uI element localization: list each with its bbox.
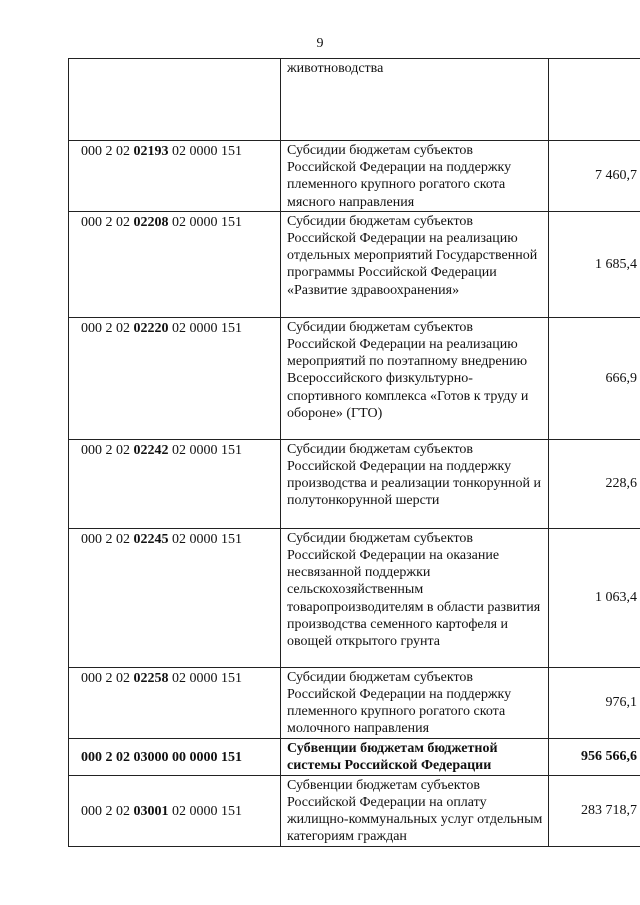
budget-table [68, 58, 640, 847]
row-description: Субвенции бюджетам субъектов Российской Федерации на оплату жилищно-коммунальных услуг отдельным категориям граждан [281, 775, 549, 846]
table-row [69, 211, 640, 317]
code-key: 000 2 02 03000 00 0000 151 [81, 750, 242, 766]
row-description: Субвенции бюджетам бюджетной системы Российской Федерации [281, 738, 549, 775]
row-amount: 7 460,7 [549, 141, 640, 212]
row-amount: 283 718,7 [549, 775, 640, 846]
budget-code [69, 667, 281, 738]
code-suffix: 02 0000 151 [168, 214, 242, 230]
table-row [69, 528, 640, 667]
code-key: 03001 [133, 804, 169, 820]
budget-code [69, 439, 281, 528]
row-description: Субсидии бюджетам субъектов Российской Федерации на поддержку племенного крупного рогатого скота молочного направления [281, 667, 549, 738]
budget-code [69, 317, 281, 439]
code-key: 02208 [133, 214, 169, 230]
budget-code [69, 775, 281, 846]
code-prefix: 000 2 02 [81, 320, 134, 336]
row-amount: 976,1 [549, 667, 640, 738]
code-prefix: 000 2 02 [81, 144, 134, 159]
code-prefix: 000 2 02 [81, 214, 134, 230]
row-amount [549, 59, 640, 141]
code-key: 02245 [133, 531, 169, 547]
budget-code [69, 738, 281, 775]
row-description: Субсидии бюджетам субъектов Российской Федерации на реализацию мероприятий по поэтапному внедрению Всероссийского физкультурно-спортивного комплекса «Готов к труду и обороне» (ГТО) [281, 317, 549, 439]
table-row [69, 59, 640, 141]
page-number: 9 [316, 36, 324, 51]
budget-code [69, 211, 281, 317]
row-amount: 1 063,4 [549, 528, 640, 667]
row-description: Субсидии бюджетам субъектов Российской Федерации на поддержку племенного крупного рогатого скота мясного направления [281, 141, 549, 212]
budget-code [69, 59, 281, 141]
code-prefix: 000 2 02 [81, 804, 134, 820]
table-row [69, 141, 640, 212]
table-row [69, 317, 640, 439]
row-amount: 1 685,4 [549, 211, 640, 317]
code-key: 02193 [133, 144, 169, 159]
code-key: 02258 [133, 670, 169, 686]
row-description: Субсидии бюджетам субъектов Российской Федерации на поддержку производства и реализации тонкорунной и полутонкорунной шерсти [281, 439, 549, 528]
row-amount: 956 566,6 [549, 738, 640, 775]
table-row [69, 775, 640, 846]
table-row-total [69, 738, 640, 775]
budget-code [69, 528, 281, 667]
code-key: 02220 [133, 320, 169, 336]
row-amount: 666,9 [549, 317, 640, 439]
table-row [69, 667, 640, 738]
code-suffix: 02 0000 151 [168, 442, 242, 458]
row-amount: 228,6 [549, 439, 640, 528]
row-description: животноводства [281, 59, 549, 141]
row-description: Субсидии бюджетам субъектов Российской Федерации на оказание несвязанной поддержки сельскохозяйственным товаропроизводителям в области развития производства семенного картофеля и овощей открытого грунта [281, 528, 549, 667]
code-prefix: 000 2 02 [81, 670, 134, 686]
code-suffix: 02 0000 151 [168, 531, 242, 547]
budget-code [69, 141, 281, 212]
table-row [69, 439, 640, 528]
code-suffix: 02 0000 151 [168, 670, 242, 686]
code-suffix: 02 0000 151 [168, 804, 242, 820]
code-suffix: 02 0000 151 [168, 144, 242, 159]
row-description: Субсидии бюджетам субъектов Российской Федерации на реализацию отдельных мероприятий Государственной программы Российской Федерации «Развитие здравоохранения» [281, 211, 549, 317]
code-prefix: 000 2 02 [81, 442, 134, 458]
code-suffix: 02 0000 151 [168, 320, 242, 336]
code-key: 02242 [133, 442, 169, 458]
code-prefix: 000 2 02 [81, 531, 134, 547]
